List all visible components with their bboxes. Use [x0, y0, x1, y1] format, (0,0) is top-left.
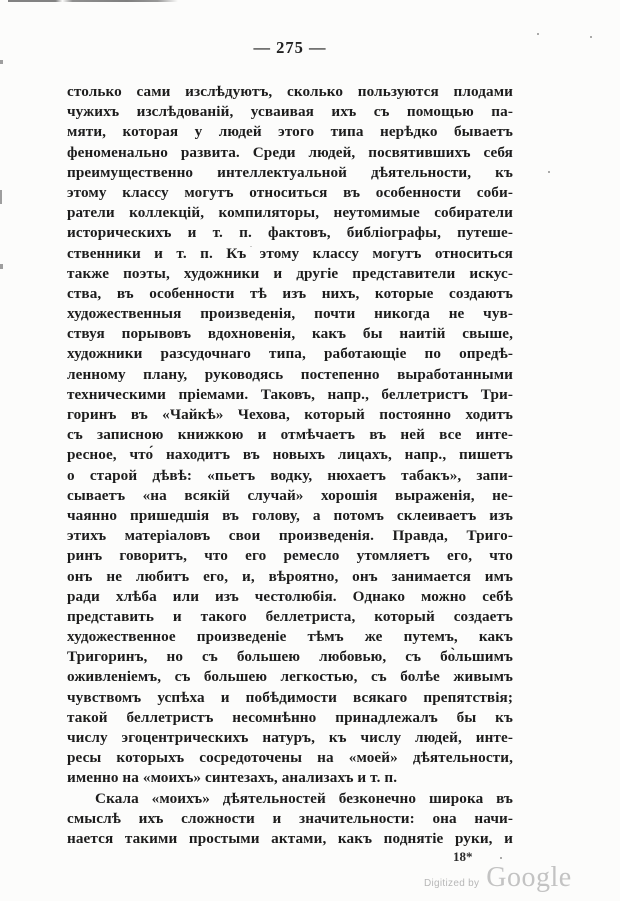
text-line: также поэты, художники и другіе представители искус-: [67, 264, 513, 282]
text-line: о старой дѣвѣ: «пьетъ водку, нюхаетъ табакъ», запи-: [67, 466, 513, 484]
watermark-prefix-label: Digitized by: [424, 878, 480, 889]
scan-speck: [590, 36, 592, 38]
text-line: онъ не любитъ его, и, вѣроятно, онъ занимается имъ: [67, 567, 513, 585]
scan-artifact-left-edge: [0, 190, 2, 204]
text-line: ственники и т. п. Къ этому классу могутъ относиться: [67, 244, 513, 262]
text-line: чужихъ изслѣдованій, усваивая ихъ съ помощью па-: [67, 103, 513, 121]
text-line: художественное произведеніе тѣмъ же путемъ, какъ: [67, 628, 513, 646]
watermark: [424, 864, 572, 892]
text-line: горинъ въ «Чайкѣ» Чехова, который постоянно ходитъ: [67, 406, 513, 423]
text-line: смыслѣ ихъ сложности и значительности: она начи-: [67, 809, 513, 827]
text-line: ринъ говоритъ, что его ремесло утомляетъ его, что: [67, 547, 513, 565]
text-line: ленному плану, руководясь постепенно выработанными: [67, 365, 513, 383]
paragraph: [67, 789, 513, 850]
text-line: художники разсудочнаго типа, работающіе по опредѣ-: [67, 345, 513, 363]
text-line: именно на «моихъ» синтезахъ, анализахъ и т. п.: [67, 769, 398, 787]
text-line: сываетъ «на всякій случай» хорошія выраженія, не-: [67, 486, 513, 504]
text-line: представить и такого беллетриста, который создаетъ: [67, 607, 513, 625]
text-line: ради хлѣба или изъ честолюбія. Однако можно себѣ: [67, 587, 513, 605]
text-line: этому классу могутъ относиться въ особенности соби-: [67, 183, 513, 201]
scan-artifact-left-edge: [0, 60, 3, 64]
scan-speck: [548, 171, 550, 173]
scan-artifact-left-edge: [0, 264, 3, 269]
text-column: [67, 82, 513, 849]
text-line: техническими пріемами. Таковъ, напр., беллетристъ Три-: [67, 385, 513, 403]
scan-speck: [500, 857, 502, 859]
signature-mark: 18*: [453, 849, 473, 864]
text-line: чаянно пришедшія въ голову, а потомъ склеиваетъ изъ: [67, 506, 513, 524]
scan-artifact-top-edge: [8, 0, 178, 2]
scan-speck: [537, 33, 539, 35]
text-line: такой беллетристъ несомнѣнно принадлежалъ бы къ: [67, 708, 513, 726]
text-line: чувствомъ успѣха и побѣдимости всякаго препятствія;: [67, 688, 513, 706]
text-line: феноменально развита. Среди людей, посвятившихъ себя: [67, 143, 513, 161]
paragraph: [67, 82, 513, 789]
text-line: оживленіемъ, съ большею легкостью, съ болѣе живымъ: [67, 668, 513, 686]
text-line: Тригоринъ, но съ большею любовью, съ бо̀льшимъ: [67, 648, 513, 666]
text-line: ратели коллекцій, компиляторы, неутомимые собиратели: [67, 204, 513, 222]
text-line: ресы которыхъ сосредоточены на «моей» дѣятельности,: [67, 749, 513, 767]
text-line: Скала «моихъ» дѣятельностей безконечно широка въ: [95, 789, 513, 807]
text-line: этихъ матеріаловъ свои произведенія. Правда, Триго-: [67, 527, 513, 545]
text-line: мяти, которая у людей этого типа нерѣдко бываетъ: [67, 123, 513, 141]
text-line: ствуя порывовъ вдохновенія, какъ бы наитій свыше,: [67, 325, 513, 343]
google-logo: Google: [486, 862, 572, 893]
text-line: историческихъ и т. п. фактовъ, библіографы, путеше-: [67, 224, 513, 242]
text-line: столько сами изслѣдуютъ, сколько пользуются плодами: [67, 83, 513, 100]
text-line: числу эгоцентрическихъ натуръ, къ числу людей, инте-: [67, 729, 513, 746]
text-line: съ записною книжкою и отмѣчаетъ въ ней все инте-: [67, 426, 513, 444]
text-line: нается такими простыми актами, какъ поднятіе руки, и: [67, 829, 513, 847]
text-line: художественныя произведенія, почти никогда не чув-: [67, 305, 513, 323]
text-line: преимущественно интеллектуальной дѣятельности, къ: [67, 163, 513, 181]
text-line: ства, въ особенности тѣ изъ нихъ, которые создаютъ: [67, 284, 513, 302]
page-number: — 275 —: [253, 38, 327, 57]
text-line: ресное, что́ находитъ въ новыхъ лицахъ, напр., пишетъ: [67, 446, 513, 464]
